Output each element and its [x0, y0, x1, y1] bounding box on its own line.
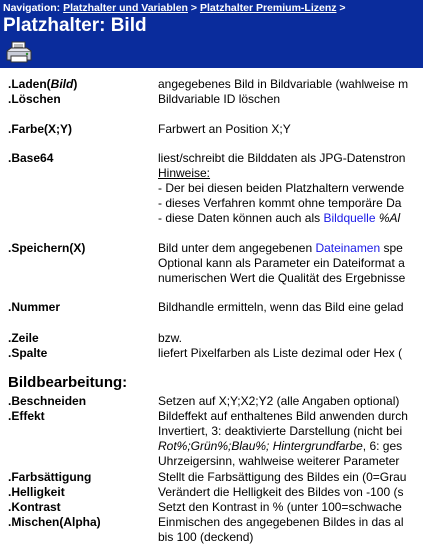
- beschneiden-desc: Setzen auf X;Y;X2;Y2 (alle Angaben optional): [158, 394, 400, 408]
- farbe-desc: Farbwert an Position X;Y: [158, 122, 291, 136]
- effekt-desc-2: Invertiert, 3: deaktivierte Darstellung (nicht bei: [158, 424, 403, 438]
- bildquelle-link[interactable]: Bildquelle: [323, 211, 376, 225]
- speichern-desc-1: Bild unter dem angegebenen Dateinamen spe: [158, 241, 403, 255]
- spalte-key: .Spalte: [8, 346, 48, 360]
- helligkeit-key: .Helligkeit: [8, 485, 65, 499]
- helligkeit-desc: Verändert die Helligkeit des Bildes von -100 (s: [158, 485, 404, 499]
- section-heading-bildbearbeitung: Bildbearbeitung:: [8, 374, 128, 391]
- breadcrumb-link-platzhalter-variablen[interactable]: Platzhalter und Variablen: [63, 2, 188, 14]
- breadcrumb-separator: >: [339, 2, 346, 14]
- kontrast-desc: Setzt den Kontrast in % (unter 100=schwache: [158, 500, 402, 514]
- speichern-desc-2: Optional kann als Parameter ein Dateiformat a: [158, 256, 405, 270]
- zeile-key: .Zeile: [8, 331, 39, 345]
- mischen-key: .Mischen(Alpha): [8, 515, 101, 529]
- effekt-key: .Effekt: [8, 409, 45, 423]
- loeschen-key: .Löschen: [8, 92, 61, 106]
- printer-icon[interactable]: [4, 41, 34, 65]
- breadcrumb-separator: >: [190, 2, 198, 14]
- header-bar: [0, 0, 423, 68]
- effekt-desc-4: Uhrzeigersinn, wahlweise weiterer Parameter: [158, 454, 400, 468]
- base64-desc: liest/schreibt die Bilddaten als JPG-Datenstron: [158, 151, 406, 165]
- laden-desc: angegebenes Bild in Bildvariable (wahlweise m: [158, 77, 409, 91]
- mischen-desc-2: bis 100 (deckend): [158, 530, 254, 544]
- breadcrumb: [3, 2, 346, 14]
- page-title: Platzhalter: Bild: [3, 15, 147, 36]
- farbsaettigung-desc: Stellt die Farbsättigung des Bildes ein (0=Grau: [158, 470, 407, 484]
- base64-hinweis-1: - Der bei diesen beiden Platzhaltern verwende: [158, 181, 405, 195]
- laden-key: .Laden(Bild): [8, 77, 78, 91]
- effekt-desc-1: Bildeffekt auf enthaltenes Bild anwenden durch: [158, 409, 408, 423]
- spalte-desc: liefert Pixelfarben als Liste dezimal oder Hex (: [158, 346, 403, 360]
- speichern-key: .Speichern(X): [8, 241, 86, 255]
- base64-hinweis-2: - dieses Verfahren kommt ohne temporäre Da: [158, 196, 402, 210]
- farbe-key: .Farbe(X;Y): [8, 122, 73, 136]
- base64-hinweis-3: - diese Daten können auch als Bildquelle %Al: [158, 211, 401, 225]
- breadcrumb-link-premium-lizenz[interactable]: Platzhalter Premium-Lizenz: [199, 2, 337, 14]
- nummer-key: .Nummer: [8, 300, 61, 314]
- base64-key: .Base64: [8, 151, 54, 165]
- dateinamen-link[interactable]: Dateinamen: [315, 241, 381, 255]
- base64-hinweis-heading: Hinweise:: [158, 166, 211, 180]
- speichern-desc-3: numerischen Wert die Qualität des Ergebnisse: [158, 271, 406, 285]
- kontrast-key: .Kontrast: [8, 500, 61, 514]
- mischen-desc-1: Einmischen des angegebenen Bildes in das al: [158, 515, 404, 529]
- beschneiden-key: .Beschneiden: [8, 394, 87, 408]
- farbsaettigung-key: .Farbsättigung: [8, 470, 92, 484]
- effekt-desc-3: Rot%;Grün%;Blau%; Hintergrundfarbe, 6: ges: [158, 439, 403, 453]
- zeile-desc: bzw.: [158, 331, 183, 345]
- loeschen-desc: Bildvariable ID löschen: [158, 92, 281, 106]
- nummer-desc: Bildhandle ermitteln, wenn das Bild eine gelad: [158, 300, 404, 314]
- breadcrumb-label: Navigation:: [3, 2, 61, 14]
